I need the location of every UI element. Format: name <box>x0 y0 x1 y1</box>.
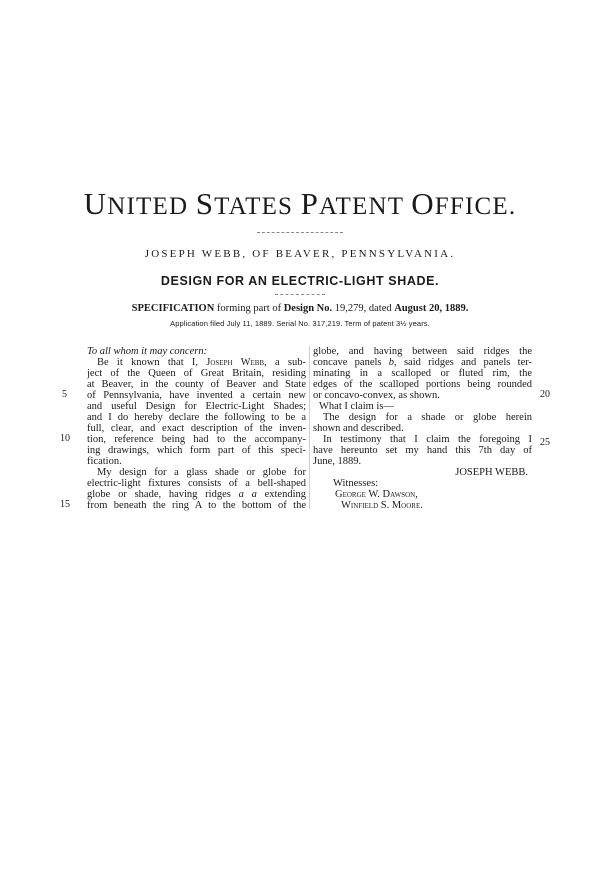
text-line: In testimony that I claim the foregoing I <box>323 434 532 445</box>
line-number-10: 10 <box>60 433 70 444</box>
application-line: Application filed July 11, 1889. Serial No. 317,219. Term of patent 3½ years. <box>170 319 430 328</box>
text-line: edges of the scalloped portions being rounded <box>313 379 532 390</box>
text-fragment: globe or shade, having ridges <box>87 489 239 500</box>
text-fragment: b <box>388 357 395 368</box>
text-line: and useful Design for Electric-Light Shades; <box>87 401 306 412</box>
text-line: JOSEPH WEBB. <box>455 467 528 478</box>
text-fragment: . <box>420 500 423 511</box>
text-line: from beneath the ring A to the bottom of the <box>87 500 306 511</box>
text-line: ject of the Queen of Great Britain, residing <box>87 368 306 379</box>
text-fragment: , <box>415 489 418 500</box>
text-line <box>313 357 532 368</box>
title-divider <box>257 232 343 233</box>
text-line: have hereunto set my hand this 7th day of <box>313 445 532 456</box>
text-line: or concavo-convex, as shown. <box>313 390 440 401</box>
text-fragment: George W. Dawson <box>335 489 416 500</box>
text-line: ing drawings, which form part of this speci- <box>87 445 306 456</box>
title-word-3: PATENT <box>300 186 404 221</box>
left-text-column <box>87 346 306 511</box>
text-line: tion, reference being had to the accompany- <box>87 434 306 445</box>
specification-line: SPECIFICATION forming part of Design No. 19,279, dated August 20, 1889. <box>131 303 469 314</box>
text-line: of Pennsylvania, have invented a certain new <box>87 390 306 401</box>
line-number-20: 20 <box>540 389 550 400</box>
text-line <box>313 489 532 500</box>
text-line: globe, and having between said ridges the <box>313 346 532 357</box>
text-fragment: Joseph Webb <box>206 357 265 368</box>
text-line: My design for a glass shade or globe for <box>97 467 306 478</box>
text-line: at Beaver, in the county of Beaver and State <box>87 379 306 390</box>
text-line: minating in a scalloped or fluted rim, the <box>313 368 532 379</box>
text-line: shown and described. <box>313 423 404 434</box>
line-number-25: 25 <box>540 437 550 448</box>
text-fragment: Winfield S. Moore <box>341 500 421 511</box>
text-line: and I do hereby declare the following to be a <box>87 412 306 423</box>
text-fragment: , said ridges and panels ter- <box>394 357 532 368</box>
text-line <box>87 357 306 368</box>
line-number-5: 5 <box>62 389 67 400</box>
text-line: fication. <box>87 456 122 467</box>
title-word-1: UNITED <box>83 186 189 221</box>
text-line: electric-light fixtures consists of a bell-shaped <box>87 478 306 489</box>
design-title: DESIGN FOR AN ELECTRIC-LIGHT SHADE. <box>160 274 440 288</box>
design-divider <box>275 294 325 295</box>
text-fragment: Be it known that I, <box>97 357 207 368</box>
text-line: What I claim is— <box>319 401 394 412</box>
text-line: full, clear, and exact description of the inven- <box>87 423 306 434</box>
patent-office-title <box>0 186 600 222</box>
text-line: To all whom it may concern: <box>87 346 208 357</box>
text-line: June, 1889. <box>313 456 362 467</box>
title-word-4: OFFICE. <box>411 186 517 221</box>
line-number-15: 15 <box>60 499 70 510</box>
text-fragment: a a <box>238 489 257 500</box>
title-word-2: STATES <box>195 186 294 221</box>
text-fragment: , a sub- <box>264 357 306 368</box>
text-line: The design for a shade or globe herein <box>323 412 532 423</box>
text-line: Witnesses: <box>333 478 379 489</box>
right-text-column <box>313 346 532 511</box>
text-fragment: extending <box>256 489 306 500</box>
text-fragment: concave panels <box>313 357 389 368</box>
text-line <box>87 489 306 500</box>
inventor-line: JOSEPH WEBB, OF BEAVER, PENNSYLVANIA. <box>144 248 456 260</box>
column-divider <box>309 346 310 509</box>
text-line <box>313 500 532 511</box>
